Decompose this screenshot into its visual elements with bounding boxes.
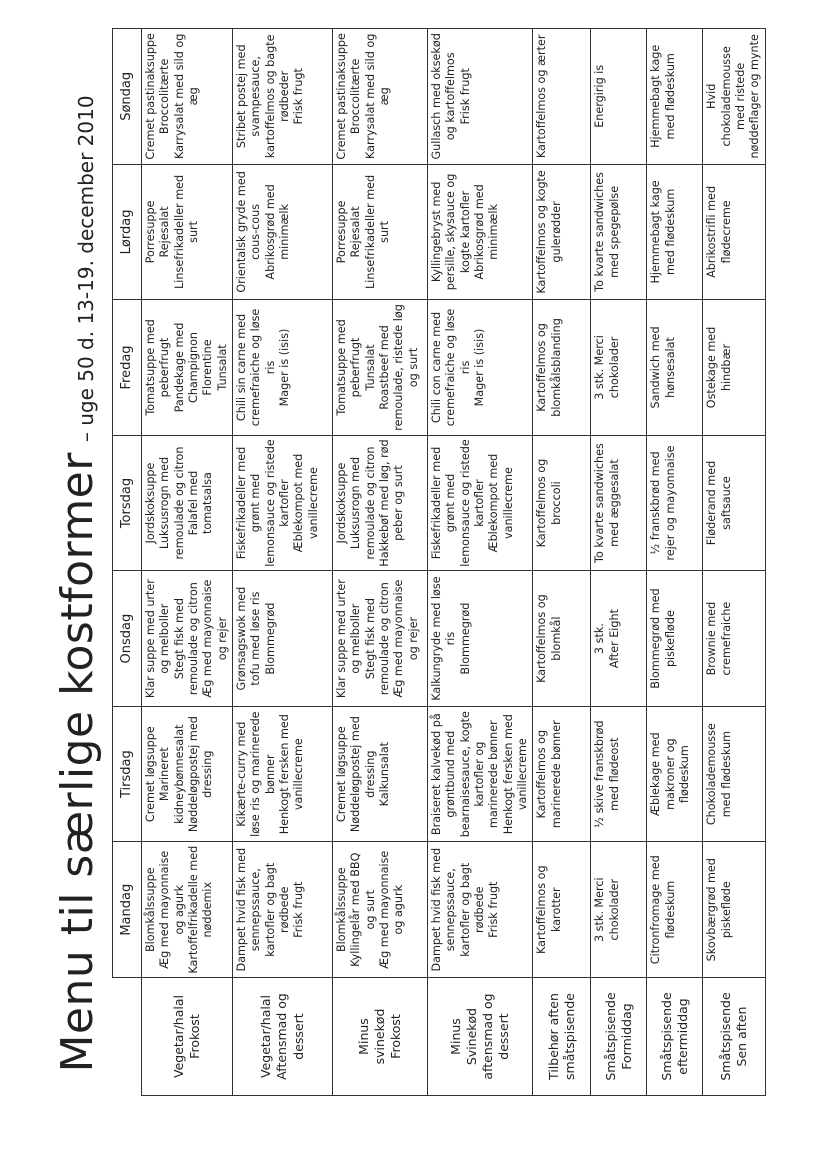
menu-cell: 3 stk. Merci chokolader bbox=[591, 842, 647, 978]
menu-cell: Cremet pastinaksuppe Broccolitærte Karrysalat med sild og æg bbox=[332, 29, 427, 165]
menu-cell: Stribet postej med svampesauce, kartoffelmos og bagte rødbeder Frisk frugt bbox=[232, 29, 332, 165]
menu-cell: Chili sin carne med cremefraiche og løse ris Mager is (isis) bbox=[232, 300, 332, 436]
menu-cell: Fiskefrikadeller med grønt med lemonsauce og ristede kartofler Æblekompot med vanillecreme bbox=[232, 435, 332, 571]
menu-cell: Klar suppe med urter og melboller Stegt fisk med remoulade og citron Æg med mayonnaise og rejer bbox=[332, 571, 427, 707]
menu-cell: Hjemmebagt kage med flødeskum bbox=[647, 29, 703, 165]
row-header: Småtspisende eftermiddag bbox=[647, 978, 703, 1096]
menu-cell: Cremet løgsuppe Marineret kidneybønnesalat Nøddeløgpostej med dressing bbox=[142, 706, 233, 842]
table-row bbox=[647, 29, 703, 1096]
menu-cell: Cremet pastinaksuppe Broccolitærte Karrysalat med sild og æg bbox=[142, 29, 233, 165]
menu-cell: Kartoffelmos og karotter bbox=[533, 842, 591, 978]
menu-cell: Blomkålssuppe Kyllingelår med BBQ og surt Æg med mayonnaise og agurk bbox=[332, 842, 427, 978]
menu-cell: Sandwich med hønsesalat bbox=[647, 300, 703, 436]
corner-cell bbox=[113, 978, 142, 1096]
menu-cell: ½ skive franskbrød med flødeost bbox=[591, 706, 647, 842]
menu-cell: Blommegrød med piskefløde bbox=[647, 571, 703, 707]
page-title bbox=[20, 0, 103, 1168]
row-header: Minus svinekød Frokost bbox=[332, 978, 427, 1096]
menu-cell: Dampet hvid fisk med sennepssauce, kartofler og bagt rødbede Frisk frugt bbox=[232, 842, 332, 978]
menu-cell: Brownie med cremefraiche bbox=[703, 571, 765, 707]
menu-cell: Jordskoksuppe Luksusrogn med remoulade og citron Hakkebøf med løg, rød peber og surt bbox=[332, 435, 427, 571]
row-header: Vegetar/halal Frokost bbox=[142, 978, 233, 1096]
menu-cell: 3 stk. Merci chokolader bbox=[591, 300, 647, 436]
menu-cell: Tomatsuppe med peberfrugt Pandekage med Champignon Florentine Tunsalat bbox=[142, 300, 233, 436]
table-row bbox=[142, 29, 233, 1096]
title-sub: – uge 50 d. 13-19. december 2010 bbox=[74, 95, 98, 443]
column-header: Mandag bbox=[113, 842, 142, 978]
menu-cell: Æblekage med makroner og flødeskum bbox=[647, 706, 703, 842]
row-header: Minus Svinekød aftensmad og dessert bbox=[427, 978, 532, 1096]
menu-cell: Kartoffelmos og broccoli bbox=[533, 435, 591, 571]
menu-cell: Chili con carne med cremefraiche og løse ris Mager is (isis) bbox=[427, 300, 532, 436]
menu-cell: To kvarte sandwiches med spegepølse bbox=[591, 164, 647, 300]
column-header: Fredag bbox=[113, 300, 142, 436]
table-row bbox=[533, 29, 591, 1096]
menu-cell: ½ franskbrød med rejer og mayonnaise bbox=[647, 435, 703, 571]
menu-cell: Fiskefrikadeller med grønt med lemonsauce og ristede kartofler Æblekompot med vanillecreme bbox=[427, 435, 532, 571]
menu-cell: Citronfromage med flødeskum bbox=[647, 842, 703, 978]
menu-cell: Jordskoksuppe Luksusrogn med remoulade og citron Falafel med tomatsalsa bbox=[142, 435, 233, 571]
row-header: Småtspisende Sen aften bbox=[703, 978, 765, 1096]
menu-cell: Kyllingebryst med persille, skysauce og kogte kartofler Abrikosgrød med minimælk bbox=[427, 164, 532, 300]
menu-cell: Kalkungryde med løse ris Blommegrød bbox=[427, 571, 532, 707]
menu-cell: Kartoffelmos og blomkål bbox=[533, 571, 591, 707]
row-header: Tilbehør aften småtspisende bbox=[533, 978, 591, 1096]
table-row bbox=[232, 29, 332, 1096]
menu-cell: Hvid chokolademousse med ristede nøddeflager og mynte bbox=[703, 29, 765, 165]
title-main: Menu til særlige kostformer bbox=[52, 452, 103, 1073]
menu-cell: Skovbærgrød med piskefløde bbox=[703, 842, 765, 978]
row-header: Vegetar/halal Aftensmad og dessert bbox=[232, 978, 332, 1096]
menu-cell: Kikærte-curry med løse ris og marinerede bønner Henkogt fersken med vanillecreme bbox=[232, 706, 332, 842]
menu-cell: Kartoffelmos og blomkålsblanding bbox=[533, 300, 591, 436]
column-header: Onsdag bbox=[113, 571, 142, 707]
table-row bbox=[703, 29, 765, 1096]
menu-table bbox=[112, 28, 766, 1096]
menu-cell: Cremet løgsuppe Nøddeløgpostej med dressing Kalkunsalat bbox=[332, 706, 427, 842]
menu-cell: Kartoffelmos og marinerede bønner bbox=[533, 706, 591, 842]
menu-cell: 3 stk. After Eight bbox=[591, 571, 647, 707]
menu-cell: Abrikostrifli med flødecreme bbox=[703, 164, 765, 300]
menu-cell: Dampet hvid fisk med sennepssauce, kartofler og bagt rødbede Frisk frugt bbox=[427, 842, 532, 978]
menu-cell: Chokolademousse med flødeskum bbox=[703, 706, 765, 842]
menu-cell: Gullasch med oksekød og kartoffelmos Frisk frugt bbox=[427, 29, 532, 165]
menu-cell: To kvarte sandwiches med æggesalat bbox=[591, 435, 647, 571]
header-row bbox=[113, 29, 142, 1096]
menu-cell: Kartoffelmos og ærter bbox=[533, 29, 591, 165]
menu-cell: Energirig is bbox=[591, 29, 647, 165]
menu-cell: Tomatsuppe med peberfrugt Tunsalat Roastbeef med remoulade, ristede løg og surt bbox=[332, 300, 427, 436]
menu-cell: Ostekage med hindbær bbox=[703, 300, 765, 436]
menu-cell: Fløderand med saftsauce bbox=[703, 435, 765, 571]
menu-cell: Grønsagswok med tofu med løse ris Blommegrød bbox=[232, 571, 332, 707]
menu-cell: Porresuppe Rejesalat Linsefrikadeller med surt bbox=[332, 164, 427, 300]
table-row bbox=[332, 29, 427, 1096]
menu-cell: Blomkålssuppe Æg med mayonnaise og agurk Kartoffelfrikadelle med nøddemix bbox=[142, 842, 233, 978]
menu-cell: Klar suppe med urter og melboller Stegt fisk med remoulade og citron Æg med mayonnaise og rejer bbox=[142, 571, 233, 707]
row-header: Småtspisende Formiddag bbox=[591, 978, 647, 1096]
menu-cell: Hjemmebagt kage med flødeskum bbox=[647, 164, 703, 300]
column-header: Torsdag bbox=[113, 435, 142, 571]
table-row bbox=[591, 29, 647, 1096]
column-header: Tirsdag bbox=[113, 706, 142, 842]
table-row bbox=[427, 29, 532, 1096]
menu-cell: Kartoffelmos og kogte gulerødder bbox=[533, 164, 591, 300]
menu-cell: Orientalsk gryde med cous-cous Abrikosgrød med minimælk bbox=[232, 164, 332, 300]
column-header: Søndag bbox=[113, 29, 142, 165]
column-header: Lørdag bbox=[113, 164, 142, 300]
menu-cell: Porresuppe Rejesalat Linsefrikadeller med surt bbox=[142, 164, 233, 300]
menu-cell: Braiseret kalvekød på grøntbund med bearnaisesauce, kogte kartofler og marinerede bønner Henkogt fersken med vanillecreme bbox=[427, 706, 532, 842]
